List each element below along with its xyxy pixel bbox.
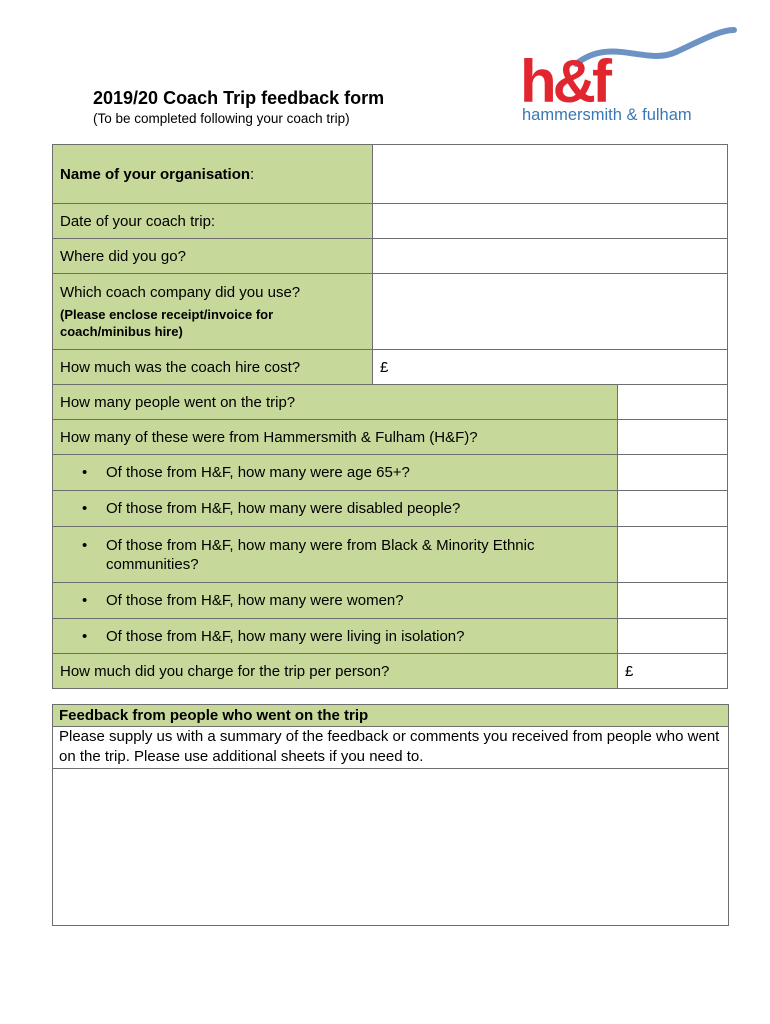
org-label-text: Name of your organisation bbox=[60, 165, 251, 183]
bullet-icon: • bbox=[82, 500, 88, 517]
where-input[interactable] bbox=[373, 239, 728, 274]
row-charge bbox=[53, 654, 728, 689]
women-text: Of those from H&F, how many were women? bbox=[106, 592, 404, 609]
charge-input[interactable] bbox=[618, 654, 728, 689]
row-isolation bbox=[53, 619, 728, 654]
hf-logo bbox=[516, 22, 740, 128]
cost-label: How much was the coach hire cost? bbox=[53, 350, 373, 385]
row-age65 bbox=[53, 455, 728, 491]
hf-input[interactable] bbox=[618, 420, 728, 455]
form-title: 2019/20 Coach Trip feedback form bbox=[93, 88, 385, 108]
row-where bbox=[53, 239, 728, 274]
company-input[interactable] bbox=[373, 274, 728, 350]
charge-label: How much did you charge for the trip per person? bbox=[53, 654, 618, 689]
bme-text: Of those from H&F, how many were from Black & Minority Ethnic communities? bbox=[106, 536, 535, 573]
age65-text: Of those from H&F, how many were age 65+? bbox=[106, 464, 410, 481]
people-input[interactable] bbox=[618, 385, 728, 420]
form-subtitle: (To be completed following your coach trip) bbox=[93, 111, 350, 126]
logo-mark: h&f bbox=[520, 48, 608, 115]
where-label: Where did you go? bbox=[53, 239, 373, 274]
company-label bbox=[53, 274, 373, 350]
row-people bbox=[53, 385, 728, 420]
cost-input[interactable] bbox=[373, 350, 728, 385]
feedback-textarea[interactable] bbox=[53, 769, 728, 925]
disabled-text: Of those from H&F, how many were disabled people? bbox=[106, 500, 461, 517]
date-label: Date of your coach trip: bbox=[53, 204, 373, 239]
row-bme bbox=[53, 527, 728, 583]
feedback-description: Please supply us with a summary of the feedback or comments you received from people who went on the trip. Please use additional sheets if you need to. bbox=[53, 727, 728, 769]
age65-label bbox=[53, 455, 618, 491]
row-organisation bbox=[53, 145, 728, 204]
bme-label bbox=[53, 527, 618, 583]
logo-text: hammersmith & fulham bbox=[522, 106, 692, 124]
bullet-icon: • bbox=[82, 627, 88, 645]
org-label-colon: : bbox=[250, 165, 255, 183]
row-date bbox=[53, 204, 728, 239]
bme-input[interactable] bbox=[618, 527, 728, 583]
disabled-input[interactable] bbox=[618, 491, 728, 527]
women-label bbox=[53, 583, 618, 619]
bullet-icon: • bbox=[82, 592, 88, 609]
row-cost bbox=[53, 350, 728, 385]
company-note: (Please enclose receipt/invoice for coach/minibus hire) bbox=[60, 306, 274, 339]
isolation-text: Of those from H&F, how many were living in isolation? bbox=[106, 627, 465, 645]
age65-input[interactable] bbox=[618, 455, 728, 491]
row-disabled bbox=[53, 491, 728, 527]
people-label: How many people went on the trip? bbox=[53, 385, 618, 420]
disabled-label bbox=[53, 491, 618, 527]
pound-sign: £ bbox=[380, 358, 389, 376]
pound-sign: £ bbox=[625, 662, 634, 680]
feedback-section bbox=[52, 704, 729, 926]
feedback-heading: Feedback from people who went on the trip bbox=[53, 705, 728, 727]
bullet-icon: • bbox=[82, 536, 88, 554]
isolation-label bbox=[53, 619, 618, 654]
isolation-input[interactable] bbox=[618, 619, 728, 654]
hf-label: How many of these were from Hammersmith & Fulham (H&F)? bbox=[53, 420, 618, 455]
company-question: Which coach company did you use? bbox=[60, 283, 301, 301]
row-women bbox=[53, 583, 728, 619]
women-input[interactable] bbox=[618, 583, 728, 619]
org-input[interactable] bbox=[373, 145, 728, 204]
bullet-icon: • bbox=[82, 464, 88, 481]
trip-details-table bbox=[52, 144, 728, 689]
row-hf bbox=[53, 420, 728, 455]
date-input[interactable] bbox=[373, 204, 728, 239]
org-label bbox=[53, 145, 373, 204]
row-company bbox=[53, 274, 728, 350]
